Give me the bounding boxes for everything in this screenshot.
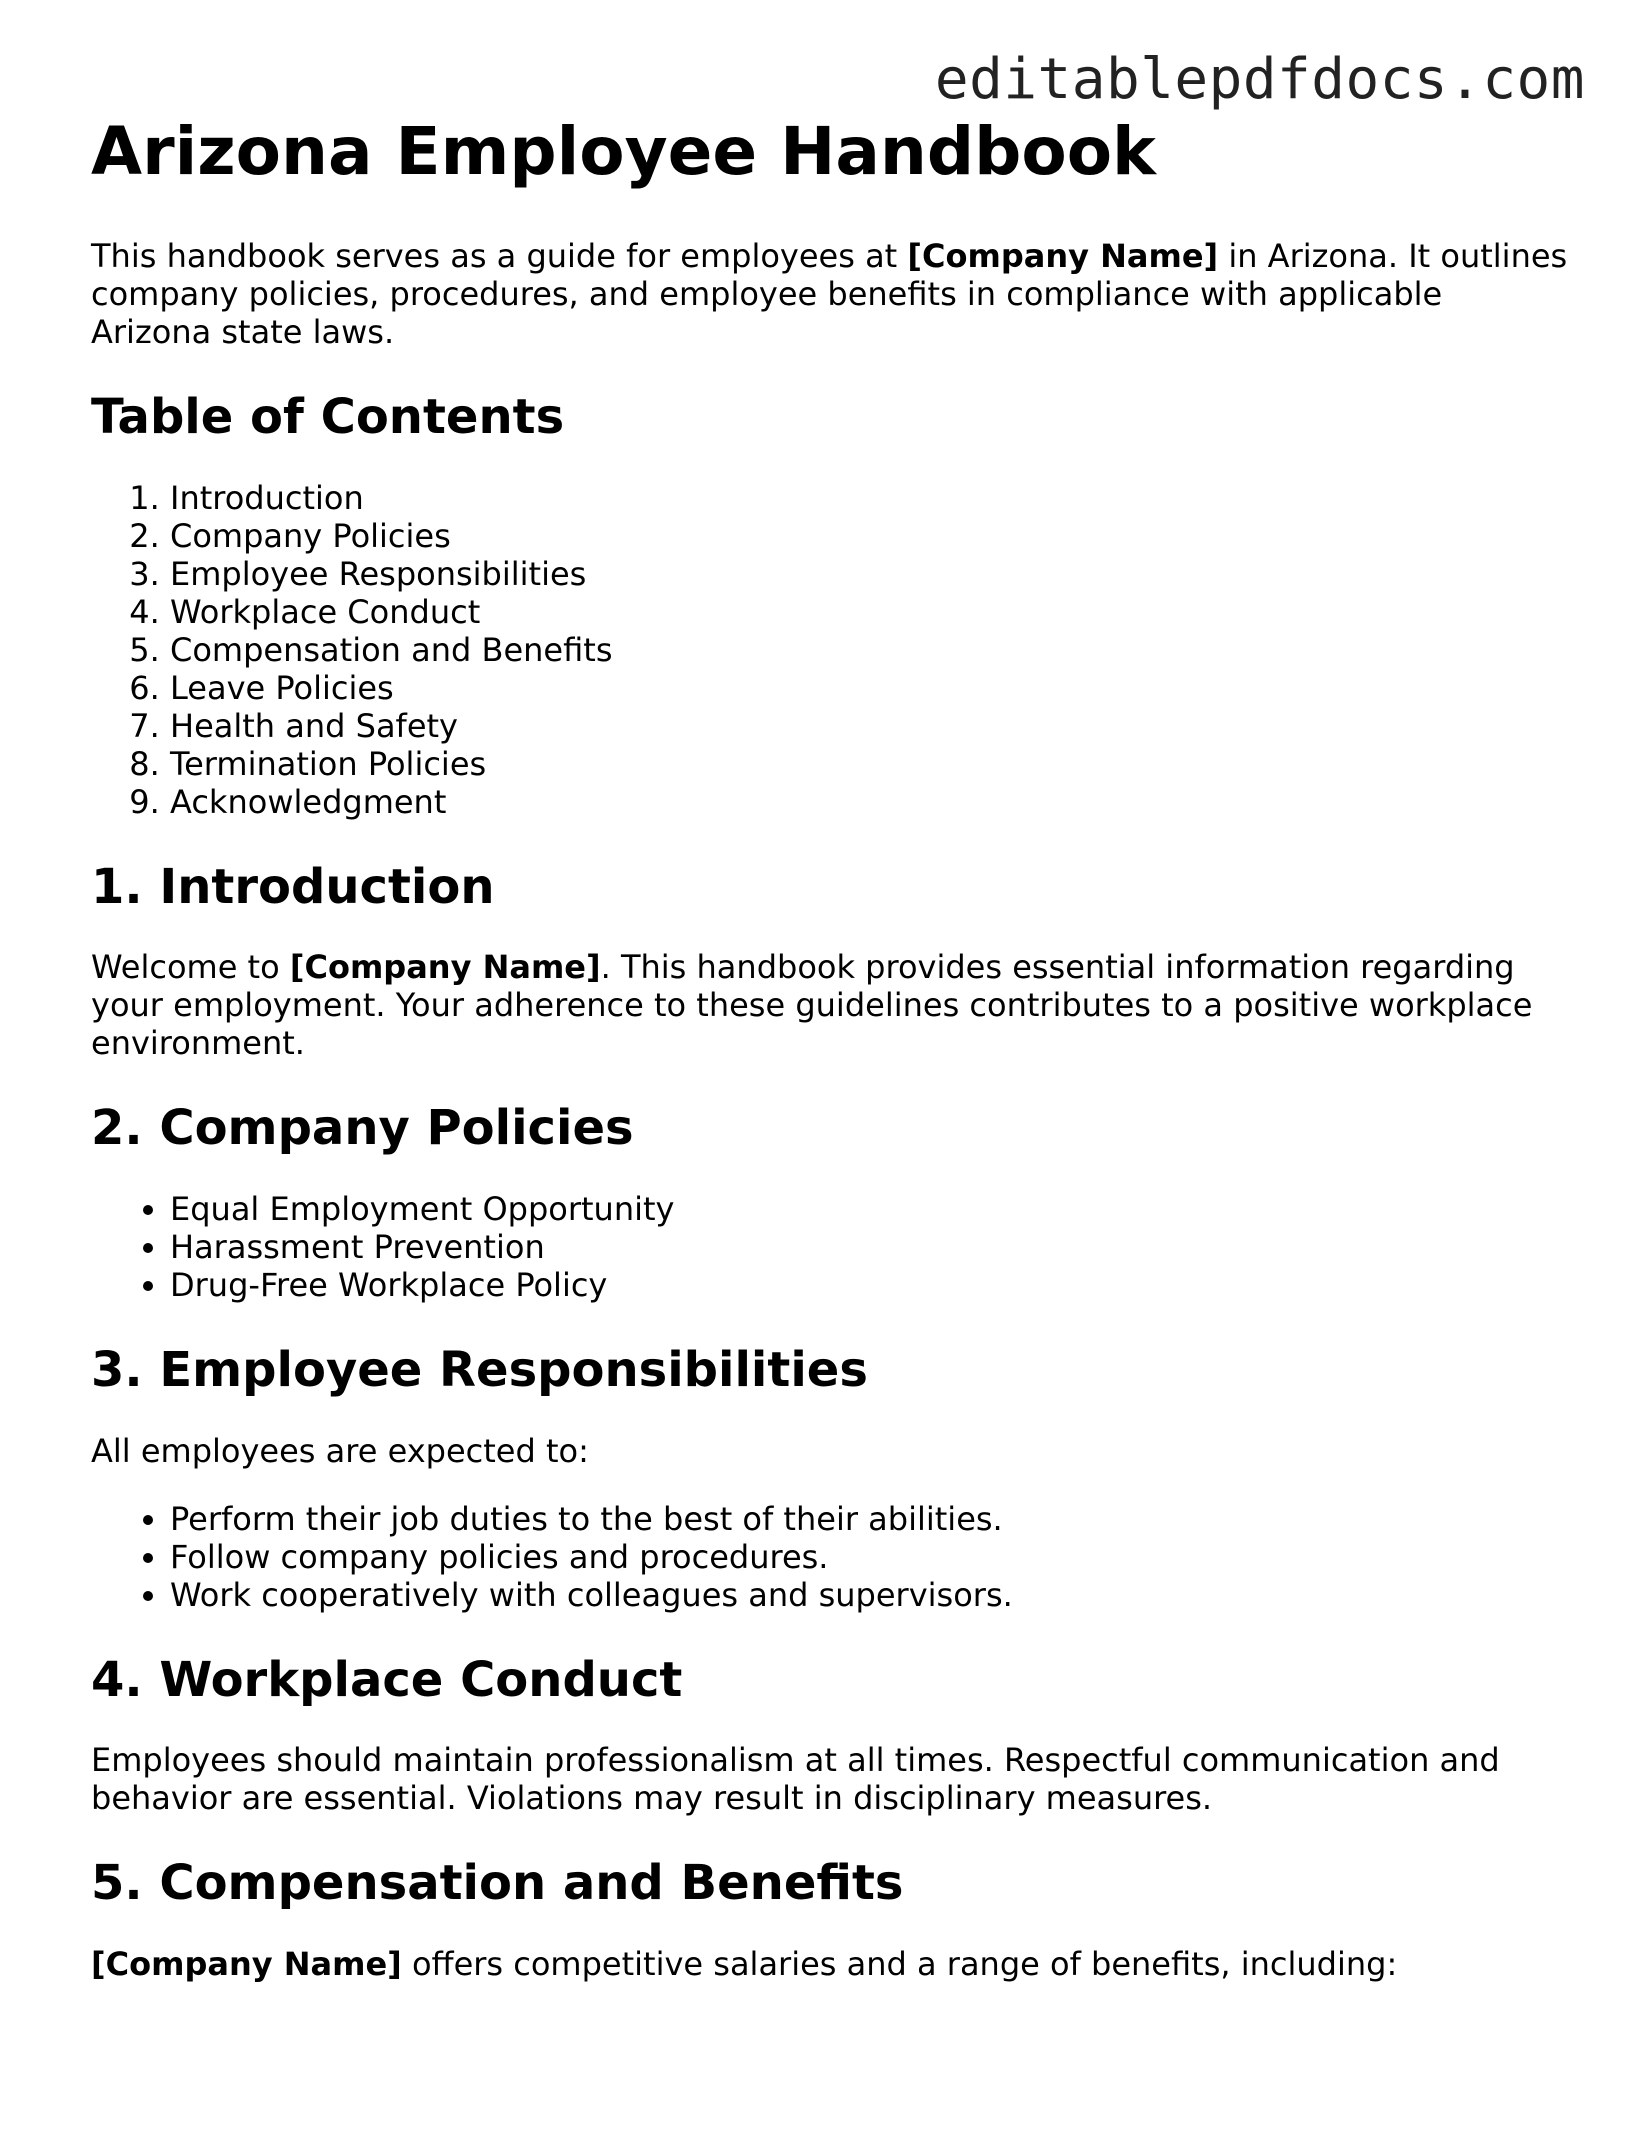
- page-title: Arizona Employee Handbook: [91, 113, 1156, 190]
- toc-item: 4. Workplace Conduct: [170, 593, 1571, 631]
- toc-item: 1. Introduction: [170, 479, 1571, 517]
- intro-welcome-rest: . This handbook provides essential information regarding your employment. Your adherence to these guidelines contributes to a positive workplace environment.: [91, 948, 1533, 1063]
- list-item: • Follow company policies and procedures.: [170, 1538, 1571, 1576]
- section-introduction-heading: 1. Introduction: [91, 858, 495, 915]
- section-workplace-conduct-heading: 4. Workplace Conduct: [91, 1651, 683, 1708]
- company-name-placeholder: [Company Name]: [907, 237, 1219, 276]
- list-item: • Equal Employment Opportunity: [170, 1190, 1571, 1228]
- intro-paragraph: [91, 237, 1571, 351]
- company-name-placeholder: [Company Name]: [91, 1944, 402, 1983]
- company-name-placeholder: [Company Name]: [289, 948, 601, 987]
- toc-heading: Table of Contents: [91, 389, 565, 446]
- list-item: • Drug-Free Workplace Policy: [170, 1266, 1571, 1304]
- company-policies-list: [91, 1190, 1571, 1304]
- intro-text-after: in Arizona. It outlines company policies, procedures, and employee benefits in compliance with applicable Arizona state laws.: [91, 237, 1568, 352]
- section-compensation-heading: 5. Compensation and Benefits: [91, 1855, 904, 1912]
- responsibilities-list: [91, 1500, 1571, 1614]
- responsibilities-lead: All employees are expected to:: [91, 1431, 589, 1470]
- toc-item: 3. Employee Responsibilities: [170, 555, 1571, 593]
- toc-item: 8. Termination Policies: [170, 745, 1571, 783]
- section-introduction-text: [91, 948, 1571, 1062]
- list-item: • Perform their job duties to the best of their abilities.: [170, 1500, 1571, 1538]
- toc-item: 9. Acknowledgment: [170, 783, 1571, 821]
- toc-list: [91, 479, 1571, 821]
- watermark-text: editablepdfdocs.com: [934, 47, 1585, 112]
- list-item: • Harassment Prevention: [170, 1228, 1571, 1266]
- workplace-conduct-text: Employees should maintain professionalism at all times. Respectful communication and behavior are essential. Violations may result in disciplinary measures.: [91, 1741, 1500, 1818]
- compensation-text-rest: offers competitive salaries and a range of benefits, including:: [401, 1944, 1398, 1983]
- toc-item: 5. Compensation and Benefits: [170, 631, 1571, 669]
- toc-item: 2. Company Policies: [170, 517, 1571, 555]
- section-employee-responsibilities-heading: 3. Employee Responsibilities: [91, 1341, 868, 1398]
- compensation-text: [91, 1945, 1571, 1983]
- intro-welcome-text: Welcome to: [91, 948, 290, 987]
- toc-item: 6. Leave Policies: [170, 669, 1571, 707]
- intro-text-before: This handbook serves as a guide for employees at: [91, 237, 908, 276]
- document-page: [91, 112, 1571, 1983]
- toc-item: 7. Health and Safety: [170, 707, 1571, 745]
- section-company-policies-heading: 2. Company Policies: [91, 1100, 634, 1157]
- list-item: • Work cooperatively with colleagues and supervisors.: [170, 1576, 1571, 1614]
